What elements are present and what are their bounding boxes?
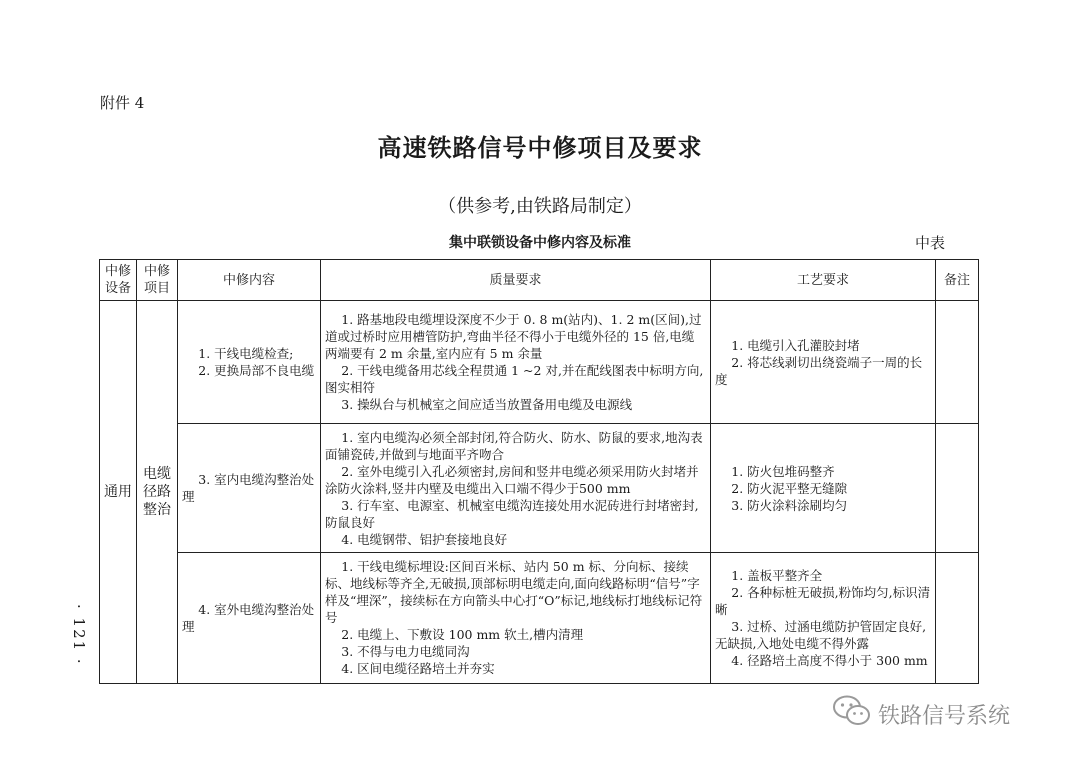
table-title: 集中联锁设备中修内容及标准 (449, 235, 631, 251)
header-process: 工艺要求 (711, 260, 936, 301)
document-subtitle: （供参考,由铁路局制定） (438, 196, 642, 217)
content-cell: 1. 干线电缆检查; 2. 更换局部不良电缆 (178, 301, 321, 424)
header-content: 中修内容 (178, 260, 321, 301)
table-row (100, 424, 979, 552)
remark-cell (936, 424, 979, 552)
page-number: · 121 · (70, 604, 88, 666)
table-row (100, 552, 979, 683)
process-cell: 1. 防火包堆码整齐 2. 防火泥平整无缝隙 3. 防火涂料涂刷均匀 (711, 424, 936, 552)
content-cell: 3. 室内电缆沟整治处理 (178, 424, 321, 552)
item-cell: 电缆 径路 整治 (137, 301, 178, 684)
annex-label: 附件 4 (100, 94, 145, 112)
quality-cell: 1. 干线电缆标埋设:区间百米标、站内 50 m 标、分向标、接续标、地线标等齐全,无破损,顶部标明电缆走向,面向线路标明“信号”字样及“埋深”，接续标在方向箭头中心打“O”标记,地线标打地线标记符号 2. 电缆上、下敷设 100 mm 软土,槽内清理 3. 不得与电力电缆同沟 4. 区间电缆径路培土并夯实 (321, 552, 711, 683)
quality-cell: 1. 路基地段电缆埋设深度不少于 0. 8 m(站内)、1. 2 m(区间),过道或过桥时应用槽管防护,弯曲半径不得小于电缆外径的 15 倍,电缆两端要有 2 m 余量,室内应有 5 m 余量 2. 干线电缆备用芯线全程贯通 1 ~2 对,并在配线图表中标明方向,图实相符 3. 操纵台与机械室之间应适当放置备用电缆及电源线 (321, 301, 711, 424)
watermark (832, 694, 1010, 734)
remark-cell (936, 301, 979, 424)
wechat-icon (832, 694, 872, 734)
content-cell: 4. 室外电缆沟整治处理 (178, 552, 321, 683)
remark-cell (936, 552, 979, 683)
document-title: 高速铁路信号中修项目及要求 (377, 134, 703, 162)
maintenance-table (99, 259, 979, 684)
header-device: 中修 设备 (100, 260, 137, 301)
table-row (100, 301, 979, 424)
process-cell: 1. 电缆引入孔灌胶封堵 2. 将芯线剥切出绕瓷端子一周的长度 (711, 301, 936, 424)
table-header-row (100, 260, 979, 301)
quality-cell: 1. 室内电缆沟必须全部封闭,符合防火、防水、防鼠的要求,地沟表面铺瓷砖,并做到与地面平齐吻合 2. 室外电缆引入孔必须密封,房间和竖井电缆必须采用防火封堵并涂防火涂料,竖井内壁及电缆出入口端不得少于500 mm 3. 行车室、电源室、机械室电缆沟连接处用水泥砖进行封堵密封,防鼠良好 4. 电缆钢带、铝护套接地良好 (321, 424, 711, 552)
header-remark: 备注 (936, 260, 979, 301)
watermark-text: 铁路信号系统 (878, 703, 1011, 729)
process-cell: 1. 盖板平整齐全 2. 各种标桩无破损,粉饰均匀,标识清晰 3. 过桥、过涵电缆防护管固定良好,无缺损,入地处电缆不得外露 4. 径路培土高度不得小于 300 mm (711, 552, 936, 683)
header-quality: 质量要求 (321, 260, 711, 301)
header-item: 中修 项目 (137, 260, 178, 301)
device-cell: 通用 (100, 301, 137, 684)
table-label: 中表 (915, 234, 946, 252)
